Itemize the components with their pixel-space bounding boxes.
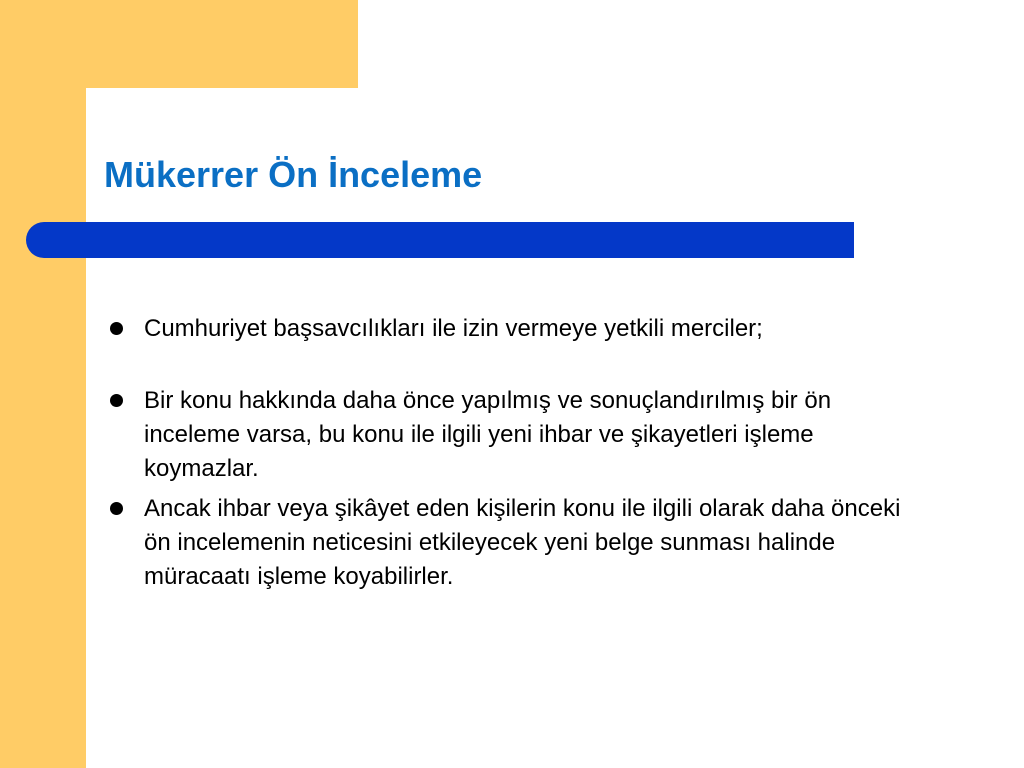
slide-title: Mükerrer Ön İnceleme bbox=[104, 154, 483, 195]
bullet-text: Ancak ihbar veya şikâyet eden kişilerin konu ile ilgili olarak daha önceki ön incelemenin neticesini etkileyecek yeni belge sunması halinde müracaatı işleme koyabilirler. bbox=[144, 495, 901, 590]
bullet-list bbox=[104, 312, 924, 594]
title-underline-bar bbox=[26, 222, 854, 258]
bullet-dot-icon bbox=[110, 322, 123, 335]
bullet-text: Bir konu hakkında daha önce yapılmış ve sonuçlandırılmış bir ön inceleme varsa, bu konu ile ilgili yeni ihbar ve şikayetleri işleme koymazlar. bbox=[144, 387, 832, 482]
bullet-text: Cumhuriyet başsavcılıkları ile izin vermeye yetkili merciler; bbox=[144, 315, 763, 342]
bullet-item bbox=[104, 492, 924, 594]
bullet-item bbox=[104, 312, 924, 346]
bullet-dot-icon bbox=[110, 502, 123, 515]
bullet-item bbox=[104, 384, 924, 486]
left-decorative-bar bbox=[0, 0, 86, 768]
top-decorative-block bbox=[0, 0, 358, 88]
content-rounded-corner bbox=[86, 88, 146, 148]
bullet-dot-icon bbox=[110, 394, 123, 407]
